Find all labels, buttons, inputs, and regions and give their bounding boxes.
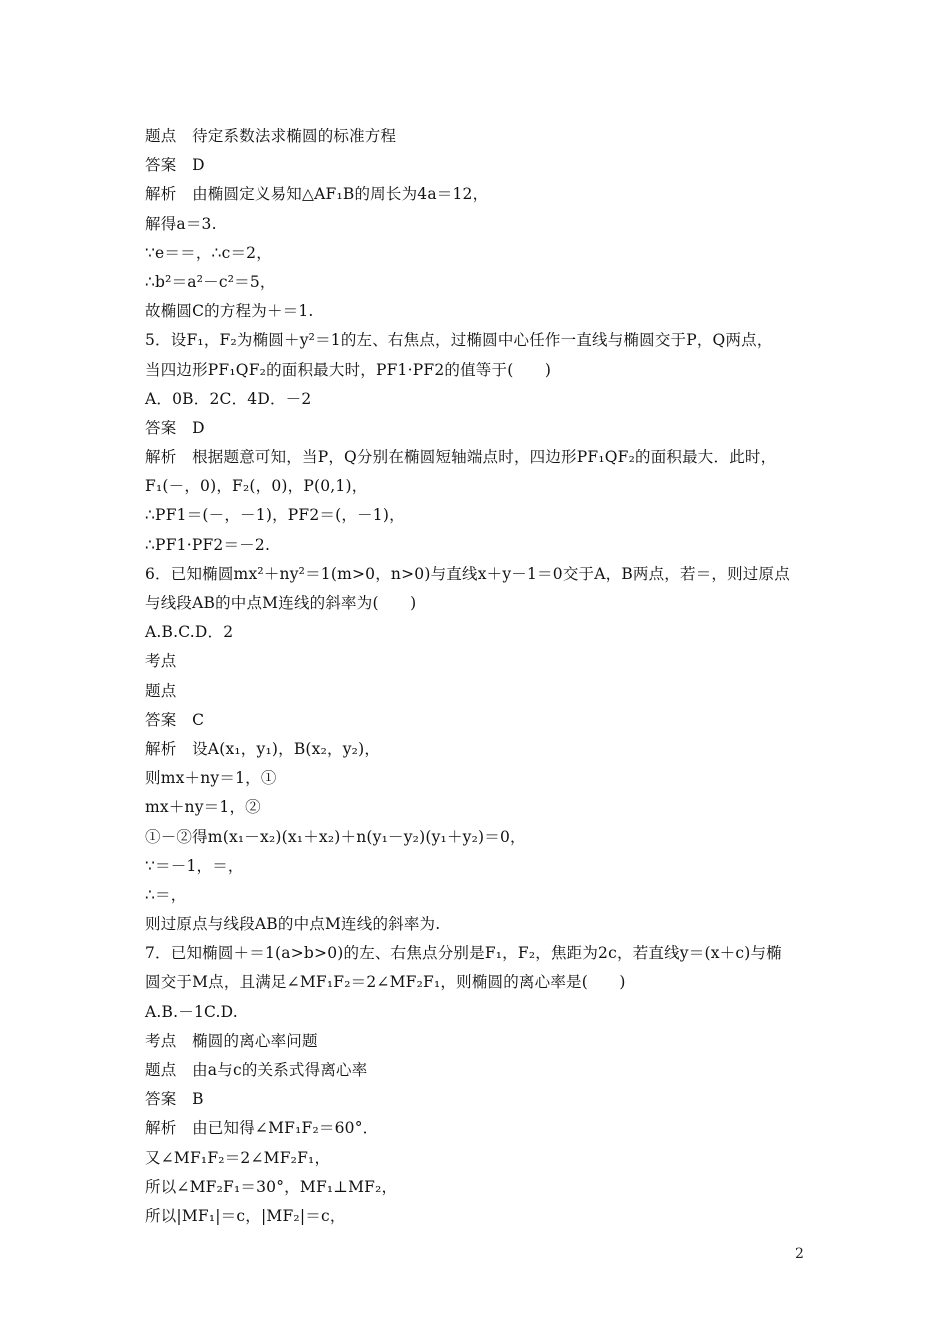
text-line: 解析 由已知得∠MF₁F₂＝60°． [145,1119,379,1138]
text-line: ∵＝－1，＝， [145,856,244,875]
text-line: 则过原点与线段AB的中点M连线的斜率为. [145,915,441,934]
text-line: ∵e＝＝，∴c＝2， [145,243,272,262]
text-line: 考点 [145,652,177,671]
text-line: 题点 由a与c的关系式得离心率 [145,1061,368,1079]
text-line: 答案 B [145,1090,204,1109]
text-line: 考点 椭圆的离心率问题 [145,1031,318,1050]
text-line: 答案 D [145,156,205,175]
text-line: 圆交于M点，且满足∠MF₁F₂＝2∠MF₂F₁，则椭圆的离心率是( ) [145,973,626,992]
text-line: 解析 设A(x₁，y₁)，B(x₂，y₂)， [145,739,381,758]
text-line: 又∠MF₁F₂＝2∠MF₂F₁， [145,1148,331,1167]
text-line: 故椭圆C的方程为＋＝1. [145,302,314,321]
answer-options: A.B.－1C.D. [145,1002,238,1021]
text-line: 答案 C [145,710,205,729]
text-line: ∴b²＝a²－c²＝5， [145,272,276,291]
question-5-line: 5．设F₁，F₂为椭圆＋y²＝1的左、右焦点，过椭圆中心任作一直线与椭圆交于P，Q两点， [145,331,773,350]
text-line: 则mx＋ny＝1，① [145,769,277,788]
answer-options: A．0B．2C．4D．－2 [145,389,312,408]
text-line: 所以|MF₁|＝c，|MF₂|＝c， [145,1206,346,1225]
text-line: ①－②得m(x₁－x₂)(x₁＋x₂)＋n(y₁－y₂)(y₁＋y₂)＝0， [145,827,526,846]
text-line: ∴＝， [145,885,187,904]
text-line: 题点 待定系数法求椭圆的标准方程 [145,127,397,145]
text-line: 所以∠MF₂F₁＝30°，MF₁⊥MF₂， [145,1177,398,1196]
text-line: ∴PF1＝(－，－1)，PF2＝(，－1)， [145,506,405,525]
text-line: 解析 由椭圆定义易知△AF₁B的周长为4a＝12， [145,185,489,204]
text-line: 题点 [145,681,177,700]
page-number: 2 [795,1246,804,1262]
document-body [145,122,835,1231]
text-line: 解析 根据题意可知，当P，Q分别在椭圆短轴端点时，四边形PF₁QF₂的面积最大．此时， [145,448,777,467]
text-line: F₁(－，0)，F₂(，0)，P(0,1)， [145,477,368,496]
question-6-line: 6．已知椭圆mx²＋ny²＝1(m>0，n>0)与直线x＋y－1＝0交于A，B两点，若＝，则过原点 [145,564,790,583]
text-line: ∴PF1·PF2＝－2. [145,535,271,554]
text-line: mx＋ny＝1，② [145,798,261,817]
text-line: 解得a＝3. [145,214,217,233]
answer-options: A.B.C.D．2 [145,623,234,642]
text-line: 与线段AB的中点M连线的斜率为( ) [145,594,417,612]
question-7-line: 7．已知椭圆＋＝1(a>b>0)的左、右焦点分别是F₁，F₂，焦距为2c，若直线y＝(x＋c)与椭 [145,944,782,963]
text-line: 答案 D [145,418,205,437]
text-line: 当四边形PF₁QF₂的面积最大时，PF1·PF2的值等于( ) [145,360,552,379]
